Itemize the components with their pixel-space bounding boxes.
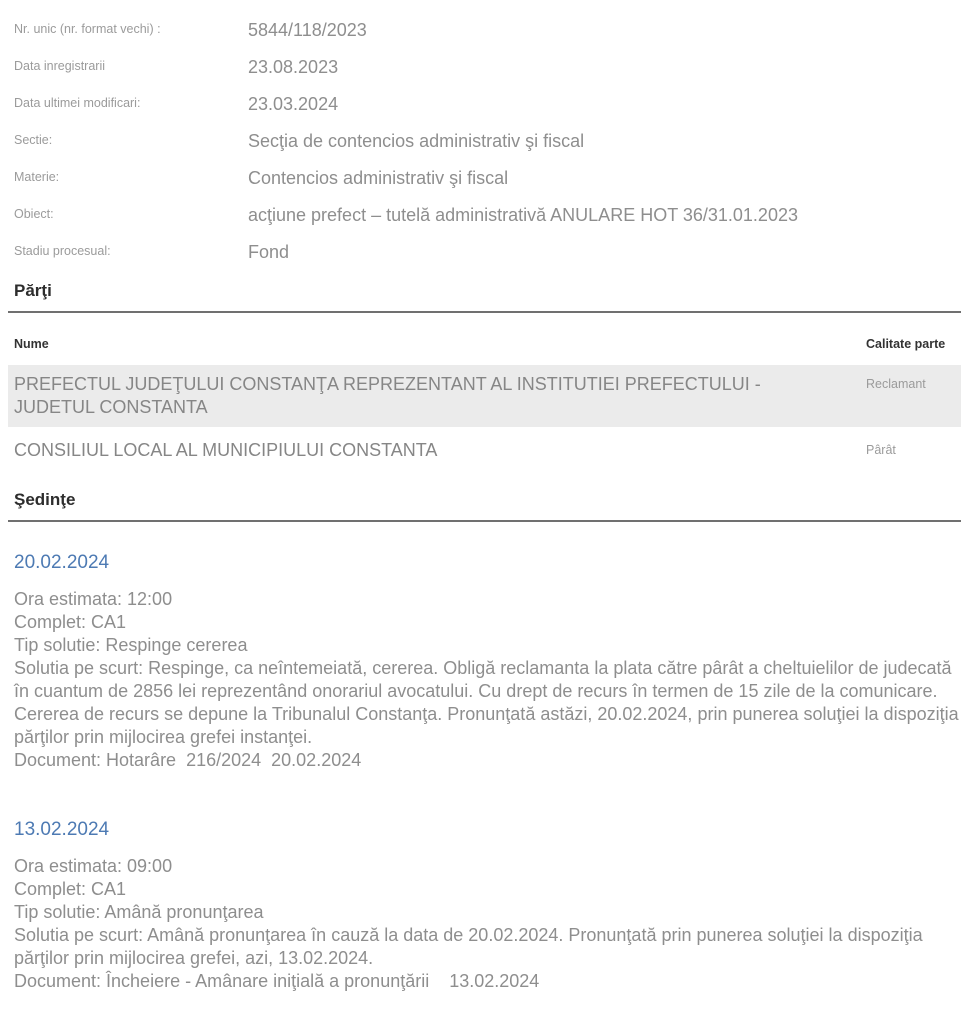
party-name: CONSILIUL LOCAL AL MUNICIPIULUI CONSTANTA [14, 440, 438, 460]
party-role: Pârât [866, 443, 896, 457]
case-detail-row-sectie [8, 129, 961, 154]
hearing-solutia-pe-scurt: Solutia pe scurt: Amână pronunţarea în cauză la data de 20.02.2024. Pronunţată prin punerea soluţiei la dispoziţia părţilor prin mijlocirea grefei, azi, 13.02.2024. [14, 925, 928, 968]
hearing-date-link[interactable]: 20.02.2024 [14, 552, 110, 573]
party-row-parat [8, 427, 961, 474]
field-value: acţiune prefect – tutelă administrativă ANULARE HOT 36/31.01.2023 [248, 205, 798, 225]
party-name: PREFECTUL JUDEŢULUI CONSTANŢA REPREZENTANT AL INSTITUTIEI PREFECTULUI - JUDETUL CONSTANTA [14, 374, 761, 417]
parties-section-title: Părţi [8, 281, 961, 313]
field-value: Contencios administrativ şi fiscal [248, 168, 509, 188]
case-detail-row-data-inregistrarii [8, 55, 961, 80]
party-row-reclamant [8, 365, 961, 427]
hearing-date-link[interactable]: 13.02.2024 [14, 819, 110, 840]
column-header-nume: Nume [14, 337, 49, 351]
hearing-details [14, 855, 961, 993]
party-role: Reclamant [866, 377, 926, 391]
field-label: Obiect: [14, 207, 54, 221]
hearing-ora-estimata: Ora estimata: 12:00 [14, 589, 173, 609]
field-label: Materie: [14, 170, 60, 184]
hearing-ora-estimata: Ora estimata: 09:00 [14, 856, 173, 876]
parties-table-header [8, 313, 961, 365]
hearings-section-title: Şedinţe [8, 490, 961, 522]
field-value: Fond [248, 242, 290, 262]
hearing-document: Document: Încheiere - Amânare iniţială a pronunţării 13.02.2024 [14, 971, 540, 991]
field-value: 23.08.2023 [248, 57, 339, 77]
field-label: Stadiu procesual: [14, 244, 111, 258]
case-detail-row-data-modificari [8, 92, 961, 117]
hearing-tip-solutie: Tip solutie: Respinge cererea [14, 635, 248, 655]
field-value: 5844/118/2023 [248, 20, 367, 40]
parties-table [8, 313, 961, 474]
hearing-complet: Complet: CA1 [14, 612, 127, 632]
field-value: 23.03.2024 [248, 94, 339, 114]
hearing-solutia-pe-scurt: Solutia pe scurt: Respinge, ca neîntemeiată, cererea. Obligă reclamanta la plata către pârât a cheltuielilor de judecată în cuantum de 2856 lei reprezentând onorariul avocatului. Cu drept de recurs în termen de 15 zile de la comunicare. Cererea de recurs se depune la Tribunalul Constanţa. Pronunţată astăzi, 20.02.2024, prin punerea soluţiei la dispoziţia părţilor prin mijlocirea grefei instanţei. [14, 658, 964, 747]
hearing-document: Document: Hotarâre 216/2024 20.02.2024 [14, 750, 362, 770]
hearing-details [14, 588, 964, 772]
case-detail-row-materie [8, 166, 961, 191]
case-detail-row-stadiu [8, 240, 961, 265]
field-label: Data ultimei modificari: [14, 96, 141, 110]
field-value: Secţia de contencios administrativ şi fiscal [248, 131, 585, 151]
case-detail-row-obiect [8, 203, 961, 228]
hearing-tip-solutie: Tip solutie: Amână pronunţarea [14, 902, 264, 922]
case-detail-row-nr-unic [8, 18, 961, 43]
field-label: Sectie: [14, 133, 53, 147]
column-header-calitate-parte: Calitate parte [866, 337, 946, 351]
hearing-entry [8, 819, 961, 993]
hearing-entry [8, 552, 964, 772]
hearing-complet: Complet: CA1 [14, 879, 127, 899]
case-details [8, 18, 961, 265]
field-label: Data inregistrarii [14, 59, 106, 73]
field-label: Nr. unic (nr. format vechi) : [14, 22, 161, 36]
